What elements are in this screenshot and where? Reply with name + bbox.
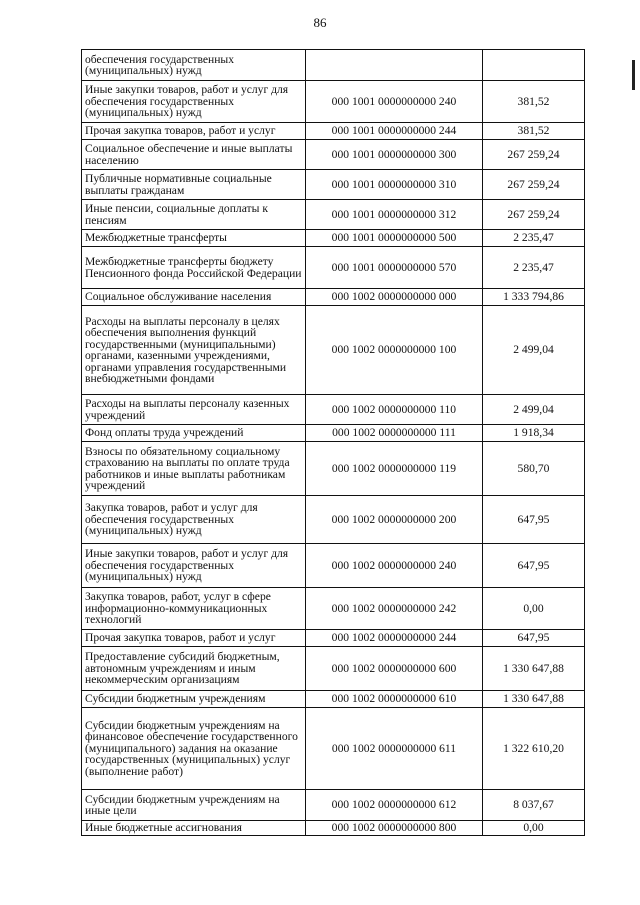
table-row xyxy=(82,247,585,289)
row-code: 000 1002 0000000000 244 xyxy=(306,630,483,647)
table-row xyxy=(82,790,585,821)
table-row xyxy=(82,496,585,544)
scan-edge-mark xyxy=(632,60,635,90)
table-row xyxy=(82,588,585,630)
row-code: 000 1002 0000000000 240 xyxy=(306,544,483,588)
row-name: Межбюджетные трансферты бюджету Пенсионного фонда Российской Федерации xyxy=(82,247,306,289)
row-name: Расходы на выплаты персоналу казенных учреждений xyxy=(82,395,306,425)
budget-expenditure-table xyxy=(81,49,585,836)
row-code: 000 1001 0000000000 310 xyxy=(306,170,483,200)
row-name: Субсидии бюджетным учреждениям xyxy=(82,691,306,708)
row-code: 000 1001 0000000000 300 xyxy=(306,140,483,170)
row-name: Прочая закупка товаров, работ и услуг xyxy=(82,123,306,140)
table-row xyxy=(82,230,585,247)
table-row xyxy=(82,442,585,496)
row-name: Субсидии бюджетным учреждениям на финансовое обеспечение государственного (муниципального) задания на оказание государственных (муниципальных) услуг (выполнение работ) xyxy=(82,708,306,790)
table-row xyxy=(82,425,585,442)
row-name: Иные пенсии, социальные доплаты к пенсиям xyxy=(82,200,306,230)
row-amount: 2 235,47 xyxy=(483,247,585,289)
row-amount: 1 330 647,88 xyxy=(483,691,585,708)
row-code: 000 1001 0000000000 500 xyxy=(306,230,483,247)
row-amount: 1 322 610,20 xyxy=(483,708,585,790)
row-name: Расходы на выплаты персоналу в целях обеспечения выполнения функций государственными (муниципальными) органами, казенными учреждениями, органами управления государственными внебюджетными фондами xyxy=(82,306,306,395)
row-amount: 1 330 647,88 xyxy=(483,647,585,691)
row-amount: 1 333 794,86 xyxy=(483,289,585,306)
row-amount: 8 037,67 xyxy=(483,790,585,821)
row-code: 000 1002 0000000000 200 xyxy=(306,496,483,544)
table-row xyxy=(82,630,585,647)
row-code: 000 1002 0000000000 611 xyxy=(306,708,483,790)
table-row xyxy=(82,821,585,836)
row-amount: 267 259,24 xyxy=(483,140,585,170)
table-row xyxy=(82,81,585,123)
table-row xyxy=(82,691,585,708)
row-name: Социальное обеспечение и иные выплаты населению xyxy=(82,140,306,170)
row-amount: 580,70 xyxy=(483,442,585,496)
row-name: Закупка товаров, работ и услуг для обеспечения государственных (муниципальных) нужд xyxy=(82,496,306,544)
table-row xyxy=(82,200,585,230)
row-name: Прочая закупка товаров, работ и услуг xyxy=(82,630,306,647)
table-row xyxy=(82,708,585,790)
row-amount: 2 499,04 xyxy=(483,306,585,395)
row-code: 000 1002 0000000000 800 xyxy=(306,821,483,836)
row-code: 000 1001 0000000000 244 xyxy=(306,123,483,140)
row-amount: 647,95 xyxy=(483,544,585,588)
row-amount: 267 259,24 xyxy=(483,200,585,230)
table-row xyxy=(82,395,585,425)
table-row xyxy=(82,50,585,81)
row-amount: 0,00 xyxy=(483,821,585,836)
table-row xyxy=(82,140,585,170)
row-amount: 267 259,24 xyxy=(483,170,585,200)
row-code xyxy=(306,50,483,81)
row-name: Социальное обслуживание населения xyxy=(82,289,306,306)
row-name: Предоставление субсидий бюджетным, автономным учреждениям и иным некоммерческим организациям xyxy=(82,647,306,691)
row-name: Иные бюджетные ассигнования xyxy=(82,821,306,836)
row-code: 000 1001 0000000000 570 xyxy=(306,247,483,289)
row-amount: 2 235,47 xyxy=(483,230,585,247)
table-row xyxy=(82,123,585,140)
row-amount: 0,00 xyxy=(483,588,585,630)
row-amount: 381,52 xyxy=(483,81,585,123)
row-code: 000 1002 0000000000 600 xyxy=(306,647,483,691)
row-name: Фонд оплаты труда учреждений xyxy=(82,425,306,442)
row-code: 000 1002 0000000000 242 xyxy=(306,588,483,630)
table-row xyxy=(82,289,585,306)
row-amount xyxy=(483,50,585,81)
row-name: Публичные нормативные социальные выплаты гражданам xyxy=(82,170,306,200)
row-code: 000 1001 0000000000 240 xyxy=(306,81,483,123)
row-amount: 647,95 xyxy=(483,630,585,647)
row-code: 000 1002 0000000000 100 xyxy=(306,306,483,395)
row-code: 000 1002 0000000000 610 xyxy=(306,691,483,708)
row-name: Закупка товаров, работ, услуг в сфере информационно-коммуникационных технологий xyxy=(82,588,306,630)
row-code: 000 1002 0000000000 612 xyxy=(306,790,483,821)
row-name: Иные закупки товаров, работ и услуг для обеспечения государственных (муниципальных) нужд xyxy=(82,544,306,588)
row-code: 000 1002 0000000000 000 xyxy=(306,289,483,306)
row-name: Иные закупки товаров, работ и услуг для обеспечения государственных (муниципальных) нужд xyxy=(82,81,306,123)
row-code: 000 1001 0000000000 312 xyxy=(306,200,483,230)
row-code: 000 1002 0000000000 119 xyxy=(306,442,483,496)
row-amount: 1 918,34 xyxy=(483,425,585,442)
page-number: 86 xyxy=(313,15,327,30)
table-row xyxy=(82,647,585,691)
row-name: обеспечения государственных (муниципальных) нужд xyxy=(82,50,306,81)
table-row xyxy=(82,544,585,588)
row-name: Субсидии бюджетным учреждениям на иные цели xyxy=(82,790,306,821)
row-amount: 381,52 xyxy=(483,123,585,140)
row-code: 000 1002 0000000000 110 xyxy=(306,395,483,425)
row-code: 000 1002 0000000000 111 xyxy=(306,425,483,442)
table-row xyxy=(82,170,585,200)
table-row xyxy=(82,306,585,395)
row-name: Межбюджетные трансферты xyxy=(82,230,306,247)
row-name: Взносы по обязательному социальному страхованию на выплаты по оплате труда работников и иные выплаты работникам учреждений xyxy=(82,442,306,496)
row-amount: 647,95 xyxy=(483,496,585,544)
row-amount: 2 499,04 xyxy=(483,395,585,425)
